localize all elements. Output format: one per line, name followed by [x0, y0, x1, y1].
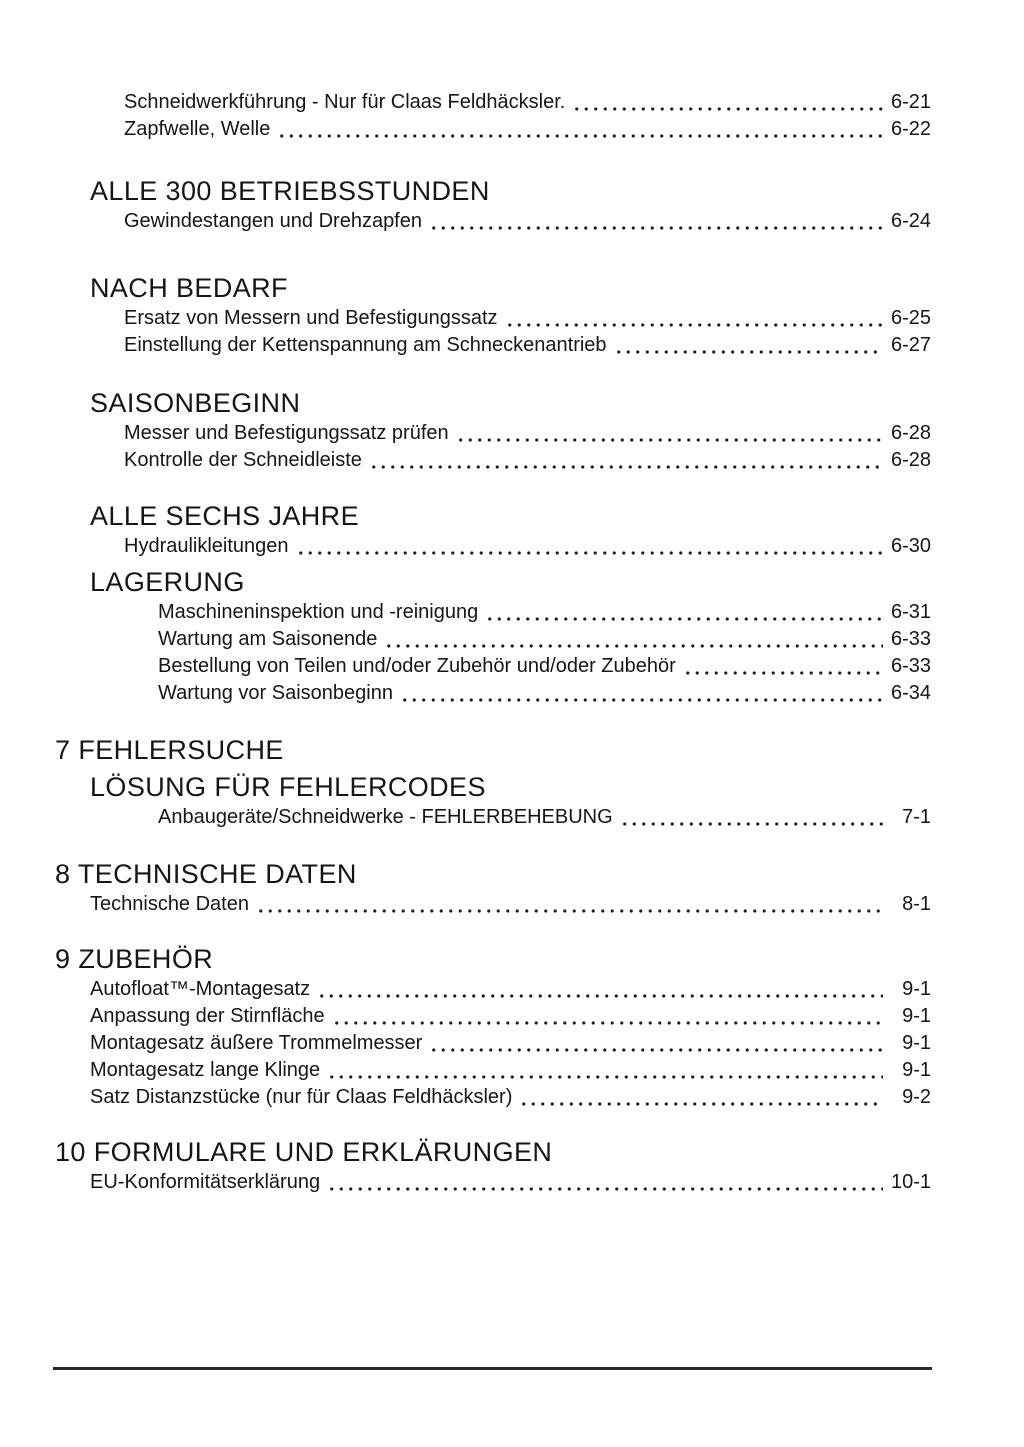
- toc-dot-leader: [327, 1169, 883, 1196]
- toc-section-heading: LAGERUNG: [90, 567, 245, 597]
- toc-page-number: 6-30: [890, 535, 931, 557]
- toc-dot-leader: [456, 420, 883, 447]
- toc-entry-label: Montagesatz äußere Trommelmesser: [90, 1032, 423, 1054]
- toc-dot-leader: [400, 680, 883, 707]
- toc-section-heading: NACH BEDARF: [90, 273, 288, 303]
- toc-dot-leader: [505, 305, 883, 332]
- toc-entry-label: Kontrolle der Schneidleiste: [124, 449, 362, 471]
- toc-page-number: 6-34: [890, 682, 931, 704]
- toc-section-heading: ALLE 300 BETRIEBSSTUNDEN: [90, 176, 490, 206]
- toc-entry: [0, 1084, 931, 1111]
- toc-page-number: 6-27: [890, 334, 931, 356]
- toc-section-heading: ALLE SECHS JAHRE: [90, 501, 359, 531]
- toc-entry-label: Hydraulikleitungen: [124, 535, 289, 557]
- toc-chapter-heading: 8 TECHNISCHE DATEN: [55, 859, 357, 889]
- toc-page-number: 9-1: [902, 1059, 931, 1081]
- toc-entry: [0, 1169, 931, 1196]
- toc-entry-label: Technische Daten: [90, 893, 249, 915]
- toc-dot-leader: [296, 533, 883, 560]
- toc-dot-leader: [369, 447, 883, 474]
- toc-entry-label: Ersatz von Messern und Befestigungssatz: [124, 307, 498, 329]
- toc-dot-leader: [277, 116, 883, 143]
- toc-entry: [0, 626, 931, 653]
- toc-entry-label: Anpassung der Stirnfläche: [90, 1005, 325, 1027]
- toc-page-number: 6-33: [890, 655, 931, 677]
- toc-entry: [0, 976, 931, 1003]
- toc-dot-leader: [683, 653, 883, 680]
- toc-entry-label: Montagesatz lange Klinge: [90, 1059, 321, 1081]
- toc-entry-label: Gewindestangen und Drehzapfen: [124, 210, 422, 232]
- toc-entry: [0, 420, 931, 447]
- toc-entry-label: Wartung vor Saisonbeginn: [158, 682, 393, 704]
- toc-page-number: 6-24: [890, 210, 931, 232]
- toc-chapter-heading: 7 FEHLERSUCHE: [55, 735, 284, 765]
- toc-chapter-heading: 9 ZUBEHÖR: [55, 944, 214, 974]
- toc-entry-label: Einstellung der Kettenspannung am Schneckenantrieb: [124, 334, 607, 356]
- toc-entry: [0, 533, 931, 560]
- toc-entry-label: EU-Konformitätserklärung: [90, 1171, 321, 1193]
- toc-dot-leader: [256, 891, 883, 918]
- toc-entry-label: Wartung am Saisonende: [158, 628, 378, 650]
- toc-entry: [0, 680, 931, 707]
- toc-entry: [0, 89, 931, 116]
- toc-page-number: 10-1: [890, 1171, 931, 1193]
- toc-dot-leader: [317, 976, 883, 1003]
- toc-entry: [0, 804, 931, 831]
- toc-entry: [0, 332, 931, 359]
- toc-dot-leader: [485, 599, 883, 626]
- toc-entry: [0, 1057, 931, 1084]
- toc-dot-leader: [429, 1030, 883, 1057]
- toc-page-number: 6-33: [890, 628, 931, 650]
- toc-entry: [0, 599, 931, 626]
- toc-page-number: 8-1: [902, 893, 931, 915]
- toc-entry-label: Messer und Befestigungssatz prüfen: [124, 422, 449, 444]
- toc-page-number: 6-28: [890, 422, 931, 444]
- toc-page-number: 6-22: [890, 118, 931, 140]
- toc-section-heading: LÖSUNG FÜR FEHLERCODES: [90, 772, 486, 802]
- toc-entry: [0, 891, 931, 918]
- toc-dot-leader: [332, 1003, 883, 1030]
- toc-page-number: 6-21: [890, 91, 931, 113]
- toc-entry-label: Autofloat™-Montagesatz: [90, 978, 311, 1000]
- toc-dot-leader: [519, 1084, 883, 1111]
- toc-dot-leader: [429, 208, 883, 235]
- toc-page-number: 9-1: [902, 1005, 931, 1027]
- toc-entry-label: Anbaugeräte/Schneidwerke - FEHLERBEHEBUNG: [158, 806, 613, 828]
- toc-entry: [0, 1003, 931, 1030]
- toc-dot-leader: [327, 1057, 883, 1084]
- toc-entry: [0, 447, 931, 474]
- toc-entry-label: Zapfwelle, Welle: [124, 118, 271, 140]
- footer-divider: [53, 1367, 932, 1370]
- toc-dot-leader: [384, 626, 883, 653]
- toc-entry-label: Satz Distanzstücke (nur für Claas Feldhäcksler): [90, 1086, 513, 1108]
- toc-page-number: 9-2: [902, 1086, 931, 1108]
- toc-entry: [0, 305, 931, 332]
- toc-entry-label: Maschineninspektion und -reinigung: [158, 601, 479, 623]
- toc-page-number: 7-1: [902, 806, 931, 828]
- toc-section-heading: SAISONBEGINN: [90, 388, 301, 418]
- toc-entry: [0, 208, 931, 235]
- toc-page-number: 6-25: [890, 307, 931, 329]
- toc-page-number: 6-28: [890, 449, 931, 471]
- toc-entry-label: Schneidwerkführung - Nur für Claas Feldhäcksler.: [124, 91, 566, 113]
- toc-page-number: 9-1: [902, 1032, 931, 1054]
- toc-page-number: 9-1: [902, 978, 931, 1000]
- toc-chapter-heading: 10 FORMULARE UND ERKLÄRUNGEN: [55, 1137, 553, 1167]
- toc-dot-leader: [572, 89, 883, 116]
- toc-entry-label: Bestellung von Teilen und/oder Zubehör und/oder Zubehör: [158, 655, 676, 677]
- toc-dot-leader: [614, 332, 883, 359]
- toc-entry: [0, 653, 931, 680]
- toc-entry: [0, 116, 931, 143]
- toc-entry: [0, 1030, 931, 1057]
- toc-page-number: 6-31: [890, 601, 931, 623]
- toc-dot-leader: [620, 804, 883, 831]
